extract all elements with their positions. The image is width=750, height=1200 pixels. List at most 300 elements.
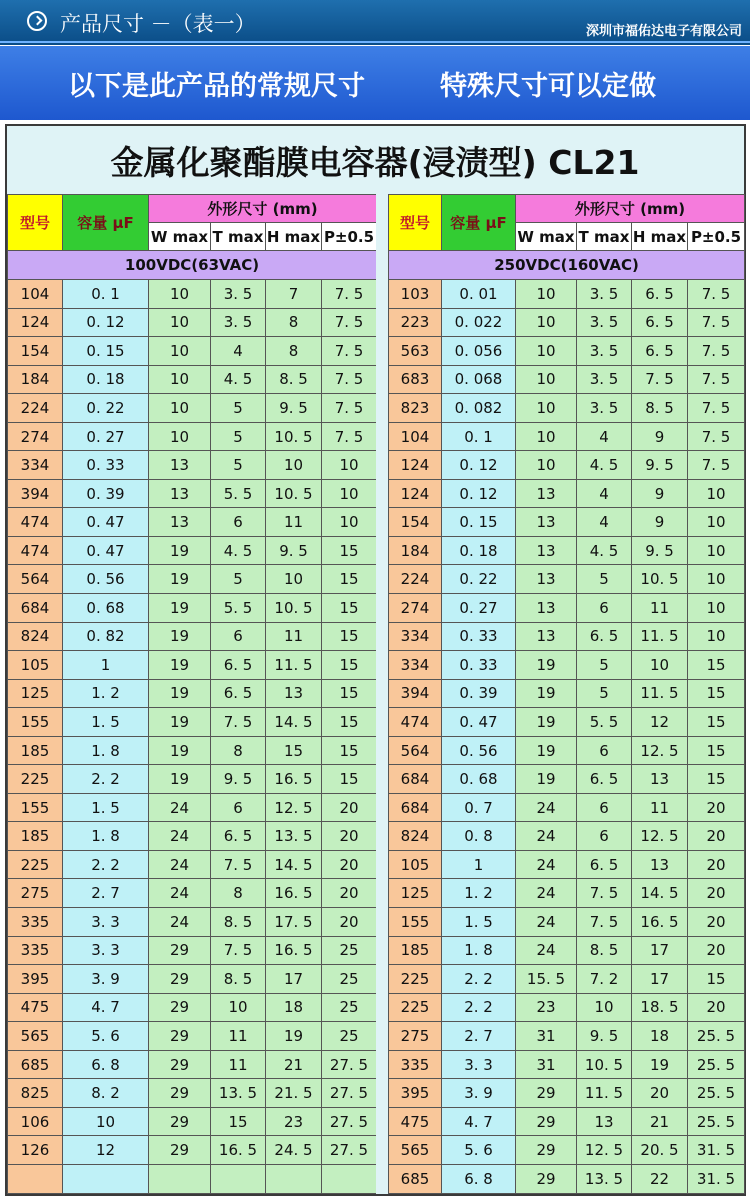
table-row bbox=[389, 422, 745, 451]
cell-t: 6. 5 bbox=[577, 850, 632, 879]
cell-p: 15 bbox=[322, 736, 377, 765]
cell-w: 13 bbox=[516, 622, 577, 651]
cell-w: 24 bbox=[149, 793, 211, 822]
cell-model: 184 bbox=[389, 536, 442, 565]
cell-h: 10. 5 bbox=[632, 565, 688, 594]
table-row bbox=[389, 594, 745, 623]
cell-model: 474 bbox=[389, 708, 442, 737]
cell-w bbox=[149, 1164, 211, 1193]
cell-p: 27. 5 bbox=[322, 1079, 377, 1108]
cell-capacitance: 0. 18 bbox=[63, 365, 149, 394]
cell-h: 17 bbox=[266, 965, 322, 994]
table-row bbox=[8, 565, 377, 594]
cell-p: 10 bbox=[688, 594, 745, 623]
cell-w: 10 bbox=[516, 422, 577, 451]
cell-p: 7. 5 bbox=[322, 394, 377, 423]
cell-p: 20 bbox=[322, 908, 377, 937]
cell-t: 13 bbox=[577, 1107, 632, 1136]
cell-capacitance: 0. 56 bbox=[63, 565, 149, 594]
cell-w: 24 bbox=[149, 879, 211, 908]
cell-w: 10 bbox=[516, 365, 577, 394]
cell-t: 6 bbox=[211, 508, 266, 537]
table-row bbox=[389, 280, 745, 309]
table-row bbox=[8, 679, 377, 708]
cell-p: 15 bbox=[688, 651, 745, 680]
cell-h: 11 bbox=[632, 594, 688, 623]
header-h: H max bbox=[266, 223, 322, 251]
cell-p: 15 bbox=[322, 536, 377, 565]
table-row bbox=[389, 479, 745, 508]
table-row bbox=[8, 1022, 377, 1051]
cell-capacitance: 2. 7 bbox=[442, 1022, 516, 1051]
cell-model: 155 bbox=[8, 708, 63, 737]
cell-h: 9 bbox=[632, 508, 688, 537]
table-row bbox=[389, 936, 745, 965]
cell-t: 5 bbox=[577, 679, 632, 708]
cell-p: 7. 5 bbox=[688, 394, 745, 423]
cell-capacitance: 0. 12 bbox=[442, 451, 516, 480]
cell-h: 18. 5 bbox=[632, 993, 688, 1022]
cell-capacitance: 6. 8 bbox=[63, 1050, 149, 1079]
cell-t: 9. 5 bbox=[577, 1022, 632, 1051]
table-row bbox=[389, 879, 745, 908]
cell-model: 104 bbox=[389, 422, 442, 451]
table-row bbox=[8, 879, 377, 908]
cell-w: 24 bbox=[516, 936, 577, 965]
cell-capacitance: 4. 7 bbox=[442, 1107, 516, 1136]
cell-model: 824 bbox=[389, 822, 442, 851]
cell-capacitance: 1. 8 bbox=[63, 822, 149, 851]
cell-t: 8. 5 bbox=[211, 908, 266, 937]
table-row bbox=[389, 508, 745, 537]
cell-w: 24 bbox=[516, 822, 577, 851]
table-row bbox=[8, 1164, 377, 1193]
cell-model: 334 bbox=[389, 651, 442, 680]
cell-t: 3. 5 bbox=[211, 280, 266, 309]
table-row bbox=[389, 1107, 745, 1136]
cell-t: 8 bbox=[211, 736, 266, 765]
cell-model: 474 bbox=[8, 536, 63, 565]
company-name: 深圳市福佑达电子有限公司 bbox=[585, 24, 742, 39]
cell-w: 13 bbox=[516, 508, 577, 537]
cell-capacitance: 3. 9 bbox=[63, 965, 149, 994]
cell-capacitance: 0. 082 bbox=[442, 394, 516, 423]
cell-t: 6. 5 bbox=[211, 822, 266, 851]
cell-t: 11 bbox=[211, 1050, 266, 1079]
cell-t: 5 bbox=[211, 565, 266, 594]
cell-h: 14. 5 bbox=[632, 879, 688, 908]
cell-h: 7 bbox=[266, 280, 322, 309]
cell-model: 395 bbox=[8, 965, 63, 994]
cell-t: 6. 5 bbox=[211, 651, 266, 680]
cell-model: 335 bbox=[8, 908, 63, 937]
cell-w: 29 bbox=[516, 1079, 577, 1108]
cell-capacitance: 8. 2 bbox=[63, 1079, 149, 1108]
info-banner bbox=[0, 46, 750, 120]
cell-h: 6. 5 bbox=[632, 337, 688, 366]
cell-w: 29 bbox=[149, 1107, 211, 1136]
cell-model: 685 bbox=[389, 1164, 442, 1193]
cell-p: 20 bbox=[322, 793, 377, 822]
cell-capacitance: 0. 47 bbox=[63, 536, 149, 565]
table-row bbox=[8, 451, 377, 480]
cell-t: 4. 5 bbox=[211, 365, 266, 394]
cell-p: 27. 5 bbox=[322, 1050, 377, 1079]
cell-t: 5 bbox=[577, 651, 632, 680]
cell-w: 29 bbox=[149, 1050, 211, 1079]
table-row bbox=[8, 365, 377, 394]
cell-model: 275 bbox=[389, 1022, 442, 1051]
cell-capacitance: 0. 068 bbox=[442, 365, 516, 394]
cell-w: 10 bbox=[516, 394, 577, 423]
cell-w: 13 bbox=[516, 565, 577, 594]
header-t: T max bbox=[211, 223, 266, 251]
table-row bbox=[8, 536, 377, 565]
cell-t: 6 bbox=[577, 793, 632, 822]
cell-h: 12 bbox=[632, 708, 688, 737]
cell-capacitance: 0. 8 bbox=[442, 822, 516, 851]
left-table-body bbox=[8, 280, 377, 1194]
cell-h: 11. 5 bbox=[266, 651, 322, 680]
cell-model: 475 bbox=[8, 993, 63, 1022]
cell-h: 8 bbox=[266, 308, 322, 337]
cell-t: 8. 5 bbox=[577, 936, 632, 965]
table-row bbox=[8, 508, 377, 537]
cell-t: 4 bbox=[577, 422, 632, 451]
cell-capacitance: 0. 15 bbox=[442, 508, 516, 537]
cell-h: 16. 5 bbox=[632, 908, 688, 937]
cell-h: 24. 5 bbox=[266, 1136, 322, 1165]
cell-model: 275 bbox=[8, 879, 63, 908]
cell-w: 10 bbox=[149, 365, 211, 394]
table-title: 金属化聚酯膜电容器(浸渍型) CL21 bbox=[110, 143, 640, 182]
cell-capacitance: 0. 18 bbox=[442, 536, 516, 565]
table-row bbox=[8, 965, 377, 994]
cell-w: 24 bbox=[149, 850, 211, 879]
cell-capacitance bbox=[63, 1164, 149, 1193]
cell-w: 31 bbox=[516, 1050, 577, 1079]
cell-w: 19 bbox=[149, 765, 211, 794]
cell-capacitance: 0. 33 bbox=[442, 622, 516, 651]
cell-w: 29 bbox=[149, 965, 211, 994]
cell-w: 29 bbox=[516, 1136, 577, 1165]
cell-model: 564 bbox=[8, 565, 63, 594]
cell-w: 19 bbox=[149, 679, 211, 708]
header-capacitance: 容量 μF bbox=[63, 195, 149, 251]
cell-model: 683 bbox=[389, 365, 442, 394]
right-table-body bbox=[389, 280, 745, 1194]
cell-h: 8. 5 bbox=[632, 394, 688, 423]
cell-t: 13. 5 bbox=[211, 1079, 266, 1108]
cell-capacitance: 2. 2 bbox=[442, 993, 516, 1022]
table-row bbox=[389, 679, 745, 708]
cell-w: 29 bbox=[149, 1079, 211, 1108]
cell-t: 6 bbox=[211, 793, 266, 822]
cell-model: 225 bbox=[8, 850, 63, 879]
table-row bbox=[8, 1079, 377, 1108]
cell-t: 6 bbox=[577, 822, 632, 851]
cell-t: 5. 5 bbox=[211, 479, 266, 508]
cell-p: 25 bbox=[322, 936, 377, 965]
header-w: W max bbox=[516, 223, 577, 251]
cell-p: 7. 5 bbox=[322, 337, 377, 366]
cell-model: 185 bbox=[8, 736, 63, 765]
cell-w: 24 bbox=[516, 908, 577, 937]
cell-w: 13 bbox=[516, 479, 577, 508]
cell-w: 13 bbox=[149, 508, 211, 537]
cell-p: 20 bbox=[688, 822, 745, 851]
cell-capacitance: 10 bbox=[63, 1107, 149, 1136]
cell-t: 4. 5 bbox=[577, 536, 632, 565]
cell-h: 9. 5 bbox=[632, 536, 688, 565]
table-row bbox=[389, 1079, 745, 1108]
cell-p: 15 bbox=[322, 708, 377, 737]
cell-w: 19 bbox=[149, 594, 211, 623]
cell-p: 25 bbox=[322, 965, 377, 994]
header-model: 型号 bbox=[8, 195, 63, 251]
cell-capacitance: 1. 2 bbox=[442, 879, 516, 908]
table-row bbox=[389, 1164, 745, 1193]
cell-h: 13 bbox=[632, 850, 688, 879]
cell-capacitance: 0. 1 bbox=[442, 422, 516, 451]
cell-p: 25. 5 bbox=[688, 1107, 745, 1136]
cell-model: 825 bbox=[8, 1079, 63, 1108]
cell-p: 15 bbox=[322, 622, 377, 651]
cell-w: 19 bbox=[149, 622, 211, 651]
cell-model: 685 bbox=[8, 1050, 63, 1079]
cell-w: 19 bbox=[149, 651, 211, 680]
table-row bbox=[389, 1050, 745, 1079]
cell-w: 13 bbox=[149, 451, 211, 480]
cell-t: 5 bbox=[211, 451, 266, 480]
cell-t: 5 bbox=[577, 565, 632, 594]
cell-h: 11 bbox=[632, 793, 688, 822]
cell-model: 335 bbox=[8, 936, 63, 965]
cell-h: 9. 5 bbox=[266, 394, 322, 423]
cell-p: 20 bbox=[322, 850, 377, 879]
cell-model: 225 bbox=[8, 765, 63, 794]
cell-model: 474 bbox=[8, 508, 63, 537]
cell-t: 5 bbox=[211, 394, 266, 423]
table-row bbox=[389, 765, 745, 794]
cell-w: 10 bbox=[149, 280, 211, 309]
table-row bbox=[389, 736, 745, 765]
cell-w: 13 bbox=[516, 594, 577, 623]
cell-h: 6. 5 bbox=[632, 308, 688, 337]
cell-t: 4 bbox=[577, 508, 632, 537]
table-row bbox=[389, 793, 745, 822]
cell-h: 15 bbox=[266, 736, 322, 765]
cell-p: 15 bbox=[322, 679, 377, 708]
cell-p: 27. 5 bbox=[322, 1107, 377, 1136]
table-row bbox=[8, 594, 377, 623]
table-gap bbox=[376, 194, 388, 1194]
banner-left-text: 以下是此产品的常规尺寸 bbox=[68, 71, 365, 102]
cell-p: 20 bbox=[688, 908, 745, 937]
cell-model: 394 bbox=[8, 479, 63, 508]
table-row bbox=[8, 765, 377, 794]
cell-t: 11. 5 bbox=[577, 1079, 632, 1108]
cell-t: 16. 5 bbox=[211, 1136, 266, 1165]
table-row bbox=[389, 536, 745, 565]
cell-model: 394 bbox=[389, 679, 442, 708]
cell-capacitance: 3. 3 bbox=[63, 936, 149, 965]
cell-w: 13 bbox=[149, 479, 211, 508]
cell-h: 11. 5 bbox=[632, 622, 688, 651]
table-row bbox=[389, 308, 745, 337]
cell-model: 225 bbox=[389, 965, 442, 994]
cell-p: 31. 5 bbox=[688, 1136, 745, 1165]
header-underline bbox=[0, 41, 750, 43]
cell-capacitance: 2. 2 bbox=[63, 850, 149, 879]
cell-p: 20 bbox=[688, 936, 745, 965]
table-row bbox=[389, 993, 745, 1022]
cell-w: 31 bbox=[516, 1022, 577, 1051]
cell-h: 8. 5 bbox=[266, 365, 322, 394]
cell-model: 154 bbox=[389, 508, 442, 537]
cell-h: 21. 5 bbox=[266, 1079, 322, 1108]
cell-model: 335 bbox=[389, 1050, 442, 1079]
cell-capacitance: 0. 01 bbox=[442, 280, 516, 309]
cell-h: 19 bbox=[632, 1050, 688, 1079]
cell-h: 12. 5 bbox=[632, 736, 688, 765]
cell-model: 334 bbox=[8, 451, 63, 480]
cell-capacitance: 5. 6 bbox=[63, 1022, 149, 1051]
cell-p: 10 bbox=[688, 622, 745, 651]
cell-w: 24 bbox=[516, 793, 577, 822]
cell-w: 29 bbox=[149, 1022, 211, 1051]
cell-model: 684 bbox=[8, 594, 63, 623]
cell-p: 15 bbox=[322, 765, 377, 794]
cell-capacitance: 0. 39 bbox=[442, 679, 516, 708]
cell-w: 24 bbox=[149, 908, 211, 937]
cell-p: 10 bbox=[322, 508, 377, 537]
cell-h: 12. 5 bbox=[266, 793, 322, 822]
cell-w: 13 bbox=[516, 536, 577, 565]
cell-h bbox=[266, 1164, 322, 1193]
cell-h: 8 bbox=[266, 337, 322, 366]
cell-t: 9. 5 bbox=[211, 765, 266, 794]
header-model: 型号 bbox=[389, 195, 442, 251]
cell-w: 10 bbox=[516, 308, 577, 337]
cell-model: 563 bbox=[389, 337, 442, 366]
cell-capacitance: 0. 12 bbox=[63, 308, 149, 337]
cell-p: 15 bbox=[688, 765, 745, 794]
cell-capacitance: 1. 2 bbox=[63, 679, 149, 708]
header-dimensions: 外形尺寸 (mm) bbox=[516, 195, 745, 223]
right-spec-table bbox=[388, 194, 745, 1194]
cell-h: 20 bbox=[632, 1079, 688, 1108]
table-row bbox=[389, 850, 745, 879]
cell-t: 6. 5 bbox=[577, 765, 632, 794]
cell-p: 10 bbox=[688, 508, 745, 537]
cell-p: 10 bbox=[688, 479, 745, 508]
cell-capacitance: 0. 56 bbox=[442, 736, 516, 765]
cell-capacitance: 1. 8 bbox=[442, 936, 516, 965]
cell-w: 19 bbox=[516, 651, 577, 680]
cell-p: 25. 5 bbox=[688, 1022, 745, 1051]
cell-model: 274 bbox=[8, 422, 63, 451]
cell-t: 4 bbox=[577, 479, 632, 508]
cell-t: 6 bbox=[577, 594, 632, 623]
cell-h: 10 bbox=[266, 451, 322, 480]
cell-model: 124 bbox=[8, 308, 63, 337]
cell-p: 10 bbox=[688, 536, 745, 565]
cell-t: 7. 5 bbox=[211, 936, 266, 965]
cell-p: 25. 5 bbox=[688, 1079, 745, 1108]
table-row bbox=[8, 622, 377, 651]
cell-capacitance: 3. 3 bbox=[63, 908, 149, 937]
cell-w: 19 bbox=[516, 679, 577, 708]
cell-w: 10 bbox=[149, 394, 211, 423]
table-row bbox=[8, 280, 377, 309]
cell-model: 224 bbox=[389, 565, 442, 594]
cell-h: 14. 5 bbox=[266, 708, 322, 737]
table-row bbox=[389, 337, 745, 366]
cell-p: 10 bbox=[322, 479, 377, 508]
cell-model: 126 bbox=[8, 1136, 63, 1165]
cell-h: 22 bbox=[632, 1164, 688, 1193]
left-spec-table bbox=[7, 194, 377, 1194]
table-row bbox=[8, 850, 377, 879]
cell-model: 124 bbox=[389, 451, 442, 480]
cell-w: 19 bbox=[149, 736, 211, 765]
cell-capacitance: 12 bbox=[63, 1136, 149, 1165]
cell-model: 224 bbox=[8, 394, 63, 423]
header-h: H max bbox=[632, 223, 688, 251]
cell-w: 10 bbox=[149, 337, 211, 366]
table-row bbox=[8, 708, 377, 737]
cell-h: 12. 5 bbox=[632, 822, 688, 851]
cell-capacitance: 0. 47 bbox=[63, 508, 149, 537]
cell-model: 155 bbox=[8, 793, 63, 822]
cell-model: 223 bbox=[389, 308, 442, 337]
cell-w: 29 bbox=[516, 1107, 577, 1136]
table-row bbox=[389, 822, 745, 851]
table-row bbox=[8, 651, 377, 680]
cell-w: 10 bbox=[516, 451, 577, 480]
voltage-rating: 250VDC(160VAC) bbox=[389, 251, 745, 280]
cell-h: 9 bbox=[632, 479, 688, 508]
cell-model: 155 bbox=[389, 908, 442, 937]
cell-capacitance: 0. 33 bbox=[442, 651, 516, 680]
cell-model: 823 bbox=[389, 394, 442, 423]
cell-p: 25 bbox=[322, 1022, 377, 1051]
cell-t: 5. 5 bbox=[211, 594, 266, 623]
table-row bbox=[8, 337, 377, 366]
cell-w: 10 bbox=[149, 308, 211, 337]
cell-capacitance: 1 bbox=[63, 651, 149, 680]
cell-t: 11 bbox=[211, 1022, 266, 1051]
cell-capacitance: 5. 6 bbox=[442, 1136, 516, 1165]
cell-model: 125 bbox=[389, 879, 442, 908]
cell-capacitance: 0. 82 bbox=[63, 622, 149, 651]
table-row bbox=[389, 965, 745, 994]
cell-model: 106 bbox=[8, 1107, 63, 1136]
cell-p: 25. 5 bbox=[688, 1050, 745, 1079]
cell-p: 15 bbox=[322, 651, 377, 680]
cell-h: 11 bbox=[266, 508, 322, 537]
table-row bbox=[8, 1136, 377, 1165]
cell-h: 9. 5 bbox=[266, 536, 322, 565]
cell-model: 225 bbox=[389, 993, 442, 1022]
cell-capacitance: 1. 5 bbox=[63, 708, 149, 737]
table-row bbox=[389, 622, 745, 651]
cell-p: 7. 5 bbox=[322, 308, 377, 337]
cell-capacitance: 0. 27 bbox=[63, 422, 149, 451]
cell-w: 19 bbox=[149, 565, 211, 594]
cell-t: 5 bbox=[211, 422, 266, 451]
